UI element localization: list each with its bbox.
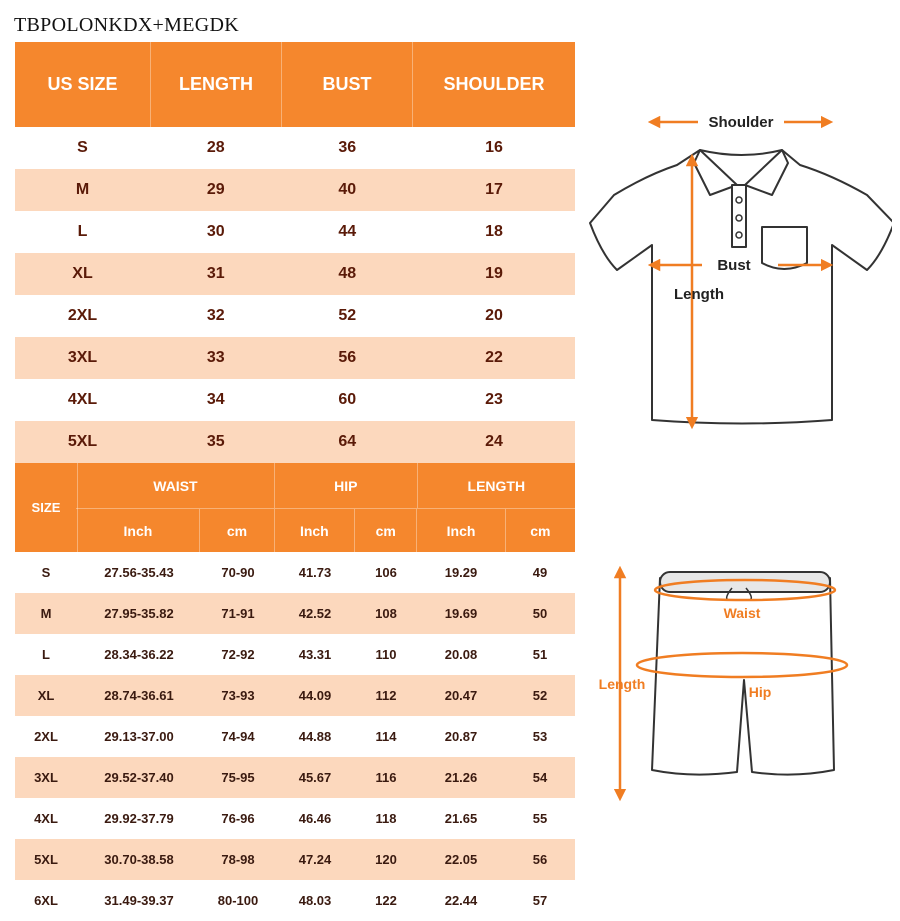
top-table-cell: 35	[206, 433, 225, 450]
bottom-table-cell: 27.56-35.43	[104, 565, 174, 580]
length-label: Length	[674, 286, 724, 303]
top-table-cell: 64	[338, 433, 357, 450]
top-table-cell: 28	[206, 139, 225, 156]
top-table-row	[15, 295, 575, 337]
bottom-table-cell: S	[41, 565, 51, 580]
bottom-table-cell: 50	[532, 606, 548, 621]
bottom-table-row	[15, 716, 575, 757]
top-table-cell: 48	[338, 265, 357, 282]
top-table-cell: 18	[485, 223, 503, 240]
bottom-table-cell: 74-94	[221, 729, 255, 744]
bottom-table-cell: 52	[532, 688, 548, 703]
top-table-cell: 2XL	[67, 307, 98, 324]
bottom-table-cell: 118	[375, 811, 397, 826]
bottom-table-cell: 108	[375, 606, 397, 621]
bottom-table-cell: 57	[532, 893, 548, 908]
top-table-cell: 4XL	[67, 391, 98, 408]
bottom-table-cell: 30.70-38.58	[104, 852, 174, 867]
bust-label: Bust	[717, 257, 751, 274]
bottom-table-cell: 112	[375, 688, 397, 703]
header-shoulder: SHOULDER	[443, 74, 545, 94]
top-table-row	[15, 337, 575, 379]
header-us-size: US SIZE	[15, 42, 151, 127]
top-table-row	[15, 253, 575, 295]
bottom-table-row	[15, 675, 575, 716]
top-table-cell: 33	[206, 349, 225, 366]
top-table-cell: 22	[485, 349, 503, 366]
header-waist: WAIST	[77, 463, 275, 508]
top-table-cell: 5XL	[67, 433, 98, 450]
top-table-cell: 29	[206, 181, 225, 198]
bottom-table-cell: 122	[375, 893, 397, 908]
bottom-table-cell: 46.46	[298, 811, 332, 826]
top-table-header	[15, 42, 575, 127]
bottom-table-cell: 22.05	[444, 852, 478, 867]
top-table-cell: 40	[338, 181, 357, 198]
shorts-diagram	[582, 560, 892, 810]
bottom-table-cell: 51	[532, 647, 548, 662]
top-table-row	[15, 421, 575, 463]
top-table-row	[15, 211, 575, 253]
bottom-table-row	[15, 839, 575, 880]
bottom-table-row	[15, 593, 575, 634]
bottom-size-table	[15, 463, 575, 921]
bottom-table-cell: 28.74-36.61	[104, 688, 174, 703]
bottom-table-cell: 49	[532, 565, 548, 580]
top-table-cell: 56	[338, 349, 357, 366]
top-table-cell: L	[77, 223, 88, 240]
bottom-table-cell: 4XL	[34, 811, 58, 826]
waist-label: Waist	[723, 605, 761, 621]
top-table-cell: 36	[338, 139, 357, 156]
top-size-table	[15, 42, 575, 463]
bottom-table-cell: 55	[532, 811, 548, 826]
bottom-table-cell: 29.13-37.00	[104, 729, 174, 744]
bottom-table-cell: 110	[375, 647, 397, 662]
bottom-table-cell: 106	[375, 565, 397, 580]
bottom-table-cell: 29.52-37.40	[104, 770, 174, 785]
top-table-row	[15, 127, 575, 169]
bottom-table-cell: 72-92	[221, 647, 255, 662]
subheader-waist-inch: Inch	[76, 508, 200, 552]
bottom-table-cell: 76-96	[221, 811, 255, 826]
bottom-table-cell: 42.52	[298, 606, 332, 621]
bottom-table-cell: M	[40, 606, 52, 621]
bottom-table-cell: 71-91	[221, 606, 255, 621]
header-size: SIZE	[15, 463, 78, 552]
bottom-table-cell: 22.44	[444, 893, 478, 908]
bottom-table-cell: 56	[532, 852, 548, 867]
subheader-waist-cm: cm	[200, 508, 274, 552]
shoulder-label: Shoulder	[708, 114, 774, 131]
bottom-table-cell: 2XL	[34, 729, 58, 744]
bottom-table-cell: 78-98	[221, 852, 255, 867]
top-table-cell: 3XL	[67, 349, 98, 366]
bottom-table-cell: 27.95-35.82	[104, 606, 174, 621]
bottom-table-cell: 73-93	[221, 688, 255, 703]
bottom-table-cell: 120	[375, 852, 397, 867]
bottom-table-cell: 19.29	[444, 565, 478, 580]
bottom-table-cell: L	[42, 647, 50, 662]
bottom-table-row	[15, 798, 575, 839]
header-bust: BUST	[282, 42, 413, 127]
bottom-table-cell: 20.08	[444, 647, 478, 662]
bottom-table-row	[15, 757, 575, 798]
bottom-table-row	[15, 552, 575, 593]
bottom-table-cell: 80-100	[217, 893, 259, 908]
polo-shirt-diagram	[582, 105, 892, 435]
shorts-length-label: Length	[598, 676, 646, 692]
bottom-table-cell: 31.49-39.37	[104, 893, 174, 908]
bottom-table-cell: 48.03	[298, 893, 332, 908]
bottom-table-cell: 41.73	[298, 565, 332, 580]
bottom-table-cell: 54	[532, 770, 548, 785]
bottom-table-cell: 3XL	[34, 770, 58, 785]
header-hip: HIP	[275, 463, 418, 508]
top-table-cell: 34	[206, 391, 225, 408]
bottom-table-cell: 45.67	[298, 770, 332, 785]
bottom-table-cell: 114	[375, 729, 397, 744]
bottom-table-cell: 20.87	[444, 729, 478, 744]
shirt-outline	[590, 150, 892, 424]
bottom-table-cell: 28.34-36.22	[104, 647, 174, 662]
bottom-table-cell: XL	[37, 688, 55, 703]
bottom-table-row	[15, 634, 575, 675]
bottom-table-cell: 6XL	[34, 893, 58, 908]
hip-label: Hip	[748, 684, 772, 700]
top-table-cell: 30	[206, 223, 225, 240]
top-table-row	[15, 169, 575, 211]
bottom-table-cell: 19.69	[444, 606, 478, 621]
top-table-cell: XL	[72, 265, 93, 282]
top-table-cell: 23	[485, 391, 503, 408]
bottom-table-cell: 47.24	[298, 852, 332, 867]
top-table-cell: M	[75, 181, 90, 198]
bottom-table-cell: 53	[532, 729, 548, 744]
bottom-table-cell: 70-90	[221, 565, 255, 580]
bottom-table-cell: 43.31	[298, 647, 332, 662]
top-table-cell: 52	[338, 307, 357, 324]
top-table-cell: 20	[485, 307, 503, 324]
top-table-cell: 44	[338, 223, 357, 240]
bottom-table-cell: 20.47	[444, 688, 478, 703]
subheader-length-cm: cm	[506, 508, 575, 552]
top-table-cell: 31	[206, 265, 225, 282]
subheader-hip-inch: Inch	[275, 508, 355, 552]
bottom-table-cell: 5XL	[34, 852, 58, 867]
bottom-table-cell: 75-95	[221, 770, 255, 785]
top-table-cell: 16	[485, 139, 503, 156]
top-table-cell: 24	[485, 433, 503, 450]
subheader-length-inch: Inch	[417, 508, 505, 552]
top-table-cell: S	[77, 139, 88, 156]
top-table-cell: 19	[485, 265, 503, 282]
subheader-hip-cm: cm	[355, 508, 417, 552]
bottom-table-cell: 44.09	[298, 688, 332, 703]
top-table-row	[15, 379, 575, 421]
bottom-table-cell: 21.26	[444, 770, 478, 785]
bottom-table-cell: 44.88	[298, 729, 332, 744]
bottom-table-cell: 116	[375, 770, 397, 785]
top-table-cell: 17	[485, 181, 503, 198]
bottom-table-cell: 21.65	[444, 811, 478, 826]
bottom-table-row	[15, 880, 575, 921]
header-length: LENGTH	[467, 477, 526, 494]
top-table-cell: 32	[206, 307, 225, 324]
bottom-table-cell: 29.92-37.79	[104, 811, 174, 826]
header-length: LENGTH	[151, 42, 282, 127]
brand-title: TBPOLONKDX+MEGDK	[14, 14, 239, 36]
top-table-cell: 60	[338, 391, 357, 408]
